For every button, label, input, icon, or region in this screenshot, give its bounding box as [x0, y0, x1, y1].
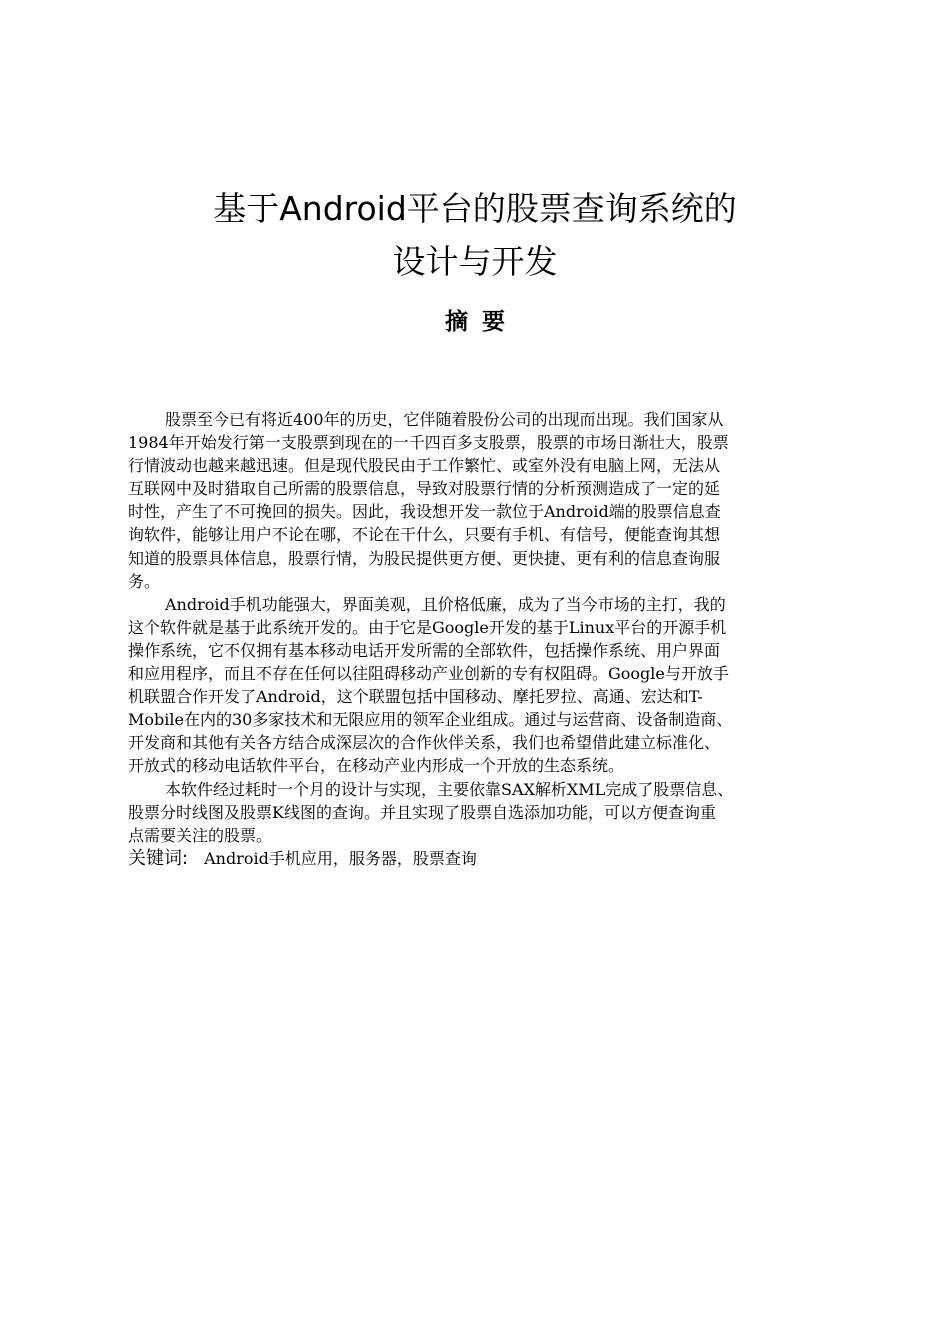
paragraph-line: 询软件，能够让用户不论在哪，不论在干什么，只要有手机、有信号，便能查询其想 [128, 525, 721, 545]
abstract-paragraph [128, 778, 848, 847]
abstract-paragraph [128, 408, 848, 593]
abstract-heading: 摘要 [445, 309, 519, 335]
paragraph-line: 开放式的移动电话软件平台，在移动产业内形成一个开放的生态系统。 [128, 756, 625, 776]
paragraph-line: 互联网中及时猎取自己所需的股票信息，导致对股票行情的分析预测造成了一定的延 [128, 479, 721, 499]
keywords-line [128, 847, 848, 870]
paragraph-line: 这个软件就是基于此系统开发的。由于它是Google开发的基于Linux平台的开源手机 [128, 617, 727, 637]
abstract-paragraph [128, 593, 848, 778]
paragraph-line: 知道的股票具体信息，股票行情，为股民提供更方便、更快捷、更有利的信息查询服 [128, 548, 721, 568]
paragraph-line: 股票至今已有将近400年的历史，它伴随着股份公司的出现而出现。我们国家从 [165, 410, 724, 429]
document-title-line-1: 基于Android平台的股票查询系统的 [213, 189, 737, 228]
paragraph-line: 行情波动也越来越迅速。但是现代股民由于工作繁忙、或室外没有电脑上网，无法从 [128, 456, 721, 476]
paragraph-line: 本软件经过耗时一个月的设计与实现，主要依靠SAX解析XML完成了股票信息、 [165, 779, 734, 799]
paragraph-line: 股票分时线图及股票K线图的查询。并且实现了股票自选添加功能，可以方便查询重 [128, 802, 716, 822]
paragraph-line: 机联盟合作开发了Android，这个联盟包括中国移动、摩托罗拉、高通、宏达和T- [128, 687, 703, 707]
paragraph-line: 时性，产生了不可挽回的损失。因此，我设想开发一款位于Android端的股票信息查 [128, 502, 721, 522]
keywords-label: 关键词: [128, 847, 189, 869]
paragraph-line: 开发商和其他有关各方结合成深层次的合作伙伴关系，我们也希望借此建立标准化、 [128, 733, 721, 753]
paragraph-line: 操作系统，它不仅拥有基本移动电话开发所需的全部软件，包括操作系统、用户界面 [128, 640, 721, 660]
paragraph-line: 和应用程序，而且不存在任何以往阻碍移动产业创新的专有权阻碍。Google与开放手 [128, 664, 729, 684]
keywords-value: Android手机应用，服务器，股票查询 [204, 848, 477, 868]
abstract-body [128, 408, 848, 870]
abstract-paragraphs [128, 408, 848, 847]
document-title-line-2: 设计与开发 [392, 242, 558, 281]
paragraph-line: Mobile在内的30多家技术和无限应用的领军企业组成。通过与运营商、设备制造商、 [128, 710, 733, 730]
paragraph-line: 1984年开始发行第一支股票到现在的一千四百多支股票，股票的市场日渐壮大，股票 [128, 433, 729, 453]
paragraph-line: 点需要关注的股票。 [128, 825, 273, 845]
paragraph-line: 务。 [128, 571, 161, 591]
paragraph-line: Android手机功能强大，界面美观，且价格低廉，成为了当今市场的主打，我的 [165, 594, 726, 614]
